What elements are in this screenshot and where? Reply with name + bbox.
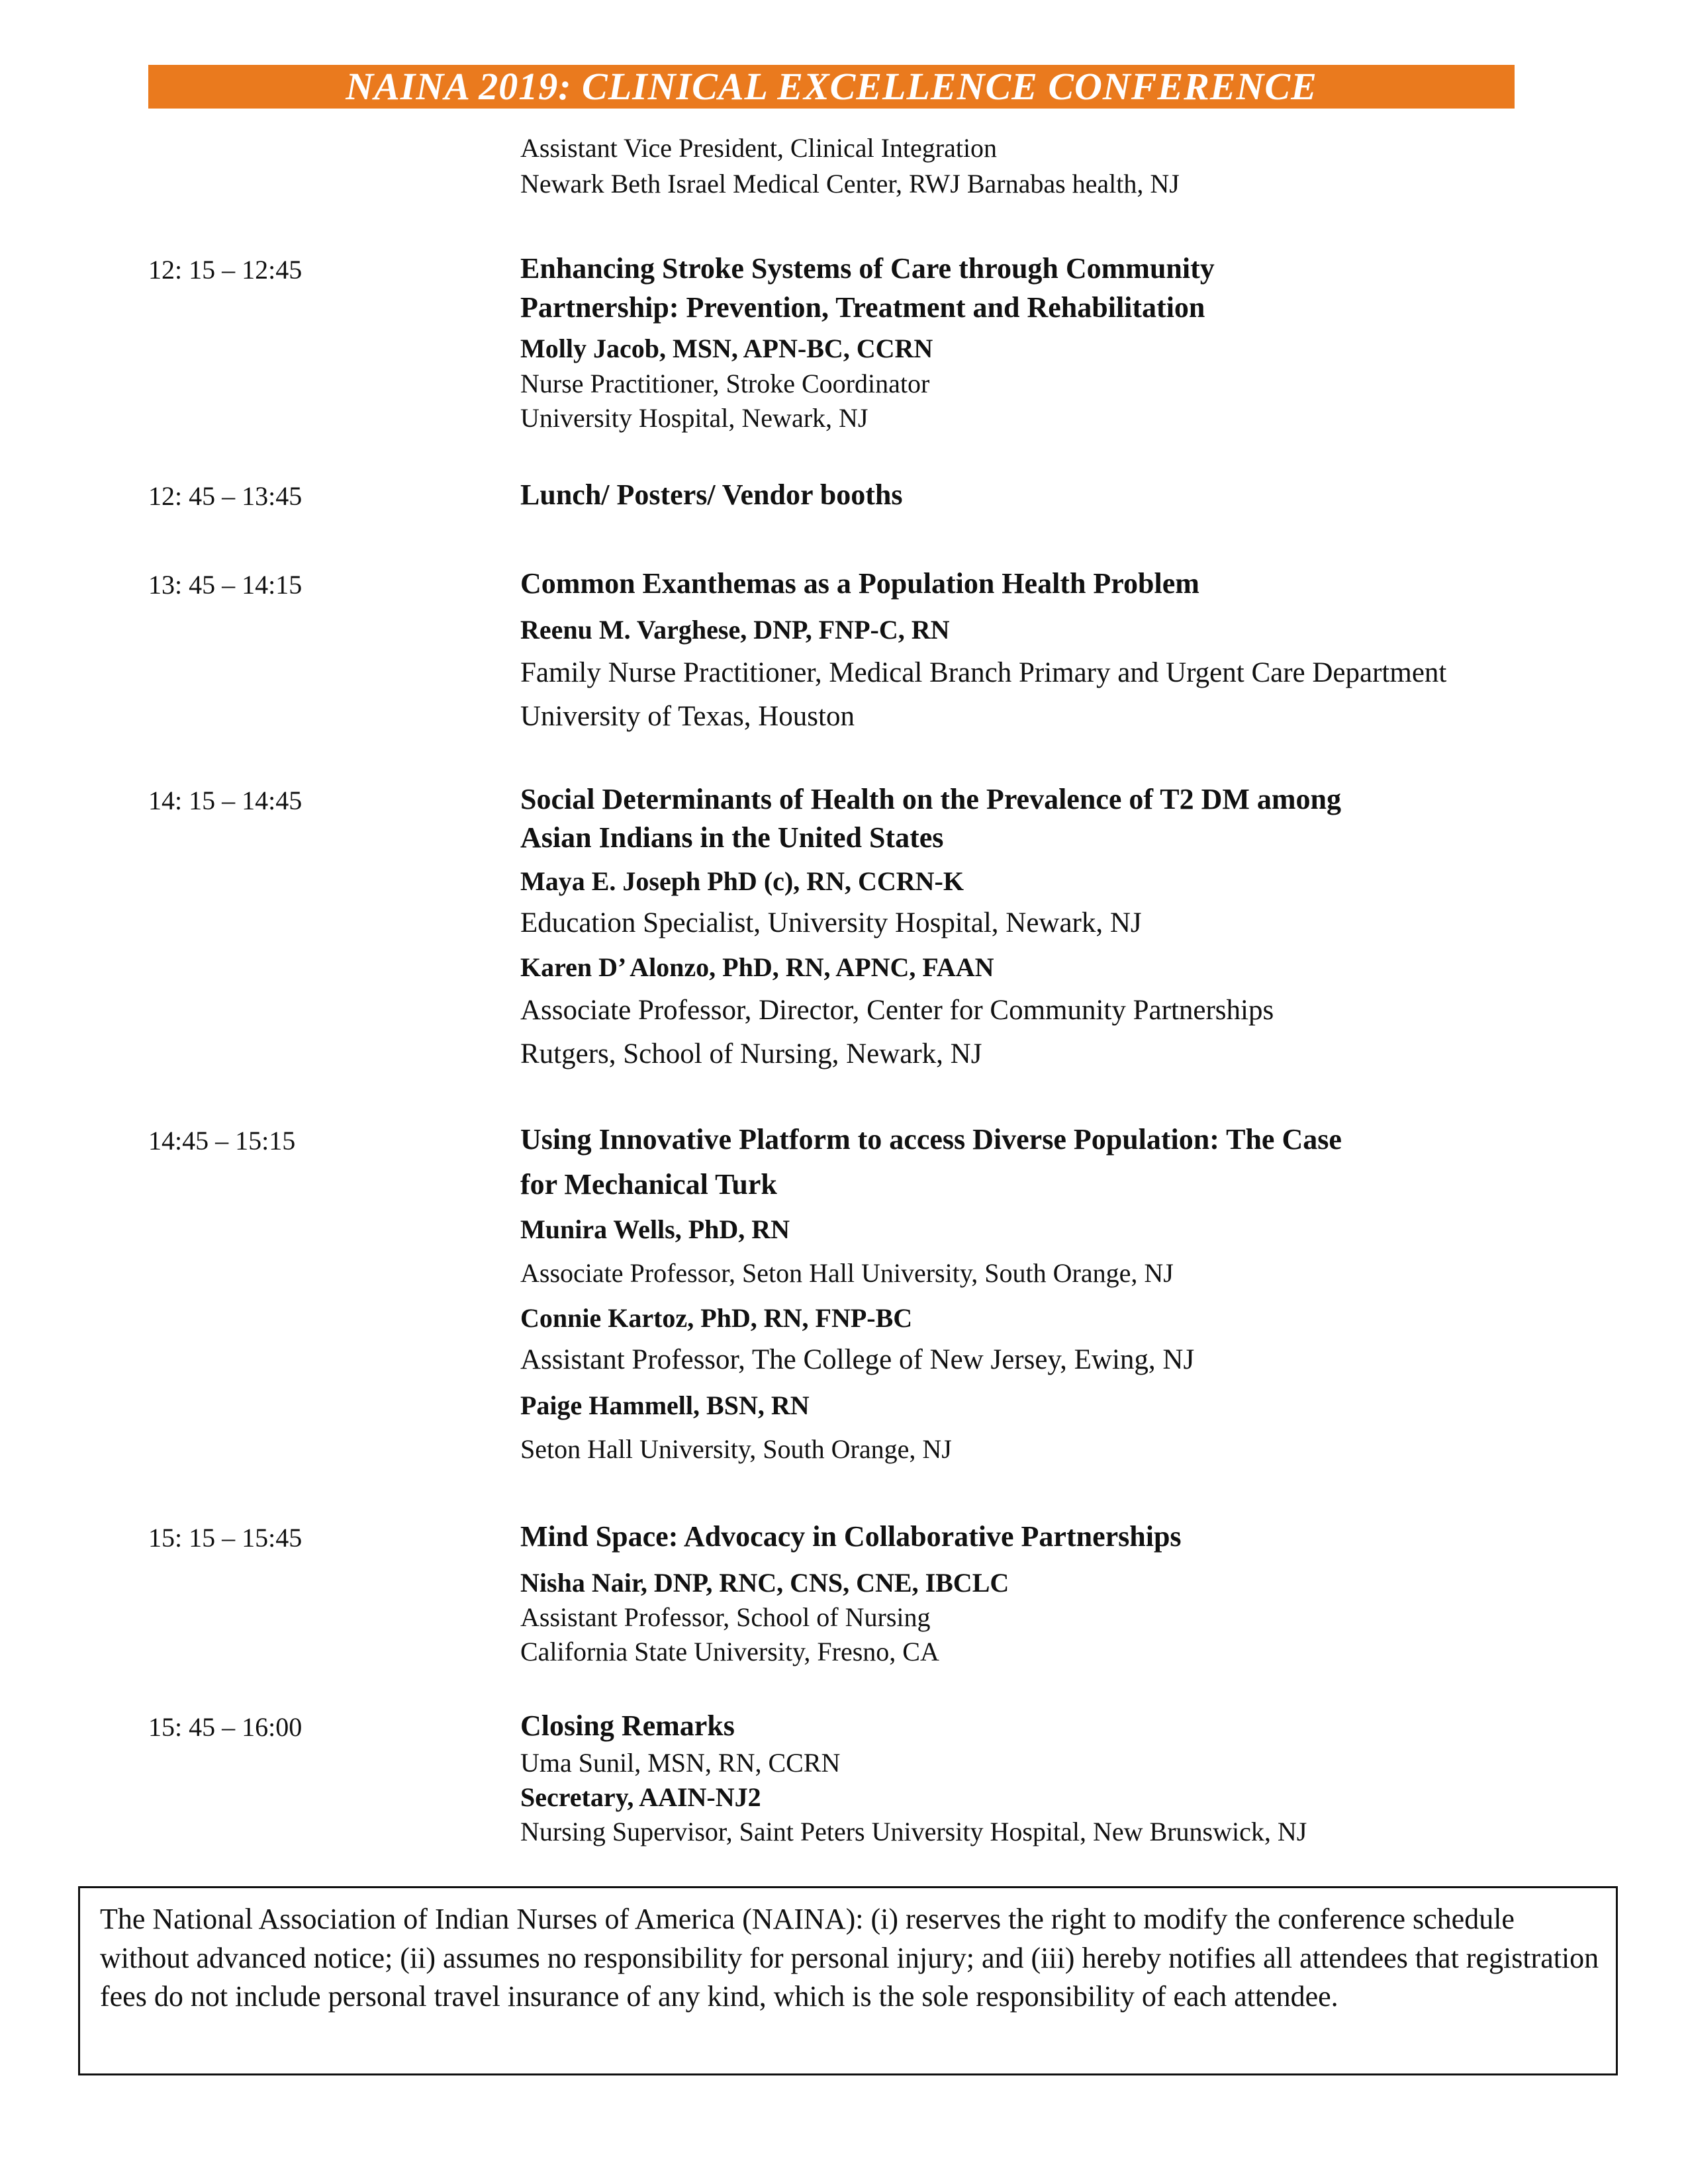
continuation-line: Assistant Vice President, Clinical Integration bbox=[520, 133, 998, 163]
session-title: Enhancing Stroke Systems of Care through Community bbox=[520, 252, 1215, 285]
speaker-name: Munira Wells, PhD, RN bbox=[520, 1214, 790, 1244]
session-title: Using Innovative Platform to access Diverse Population: The Case bbox=[520, 1123, 1342, 1156]
session-title: Asian Indians in the United States bbox=[520, 821, 944, 854]
session-time: 15: 45 – 16:00 bbox=[148, 1712, 303, 1742]
speaker-affiliation: Associate Professor, Director, Center for Community Partnerships bbox=[520, 995, 1274, 1026]
speaker-role: Secretary, AAIN-NJ2 bbox=[520, 1782, 761, 1812]
session-title: Partnership: Prevention, Treatment and Rehabilitation bbox=[520, 291, 1205, 324]
header-bar bbox=[148, 65, 1515, 109]
session-title: Closing Remarks bbox=[520, 1709, 735, 1742]
speaker-affiliation: California State University, Fresno, CA bbox=[520, 1637, 939, 1666]
session-time: 15: 15 – 15:45 bbox=[148, 1523, 303, 1553]
speaker-name: Connie Kartoz, PhD, RN, FNP-BC bbox=[520, 1303, 913, 1333]
speaker-affiliation: Associate Professor, Seton Hall University, South Orange, NJ bbox=[520, 1258, 1174, 1288]
speaker-affiliation: Rutgers, School of Nursing, Newark, NJ bbox=[520, 1038, 982, 1069]
session-time: 14:45 – 15:15 bbox=[148, 1126, 296, 1156]
speaker-name: Paige Hammell, BSN, RN bbox=[520, 1390, 810, 1420]
session-title: for Mechanical Turk bbox=[520, 1168, 777, 1201]
session-title: Social Determinants of Health on the Prevalence of T2 DM among bbox=[520, 783, 1341, 815]
speaker-name: Maya E. Joseph PhD (c), RN, CCRN-K bbox=[520, 866, 964, 896]
speaker-affiliation: University Hospital, Newark, NJ bbox=[520, 403, 868, 433]
speaker-name: Karen D’ Alonzo, PhD, RN, APNC, FAAN bbox=[520, 952, 994, 982]
speaker-affiliation: University of Texas, Houston bbox=[520, 701, 855, 732]
session-title: Lunch/ Posters/ Vendor booths bbox=[520, 478, 903, 511]
session-title: Mind Space: Advocacy in Collaborative Partnerships bbox=[520, 1520, 1182, 1553]
session-time: 12: 15 – 12:45 bbox=[148, 255, 303, 285]
speaker-affiliation: Family Nurse Practitioner, Medical Branch Primary and Urgent Care Department bbox=[520, 657, 1447, 688]
speaker-name: Reenu M. Varghese, DNP, FNP-C, RN bbox=[520, 615, 950, 645]
speaker-affiliation: Nursing Supervisor, Saint Peters University Hospital, New Brunswick, NJ bbox=[520, 1817, 1307, 1846]
speaker-affiliation: Education Specialist, University Hospital, Newark, NJ bbox=[520, 907, 1142, 938]
notice-box bbox=[78, 1886, 1618, 2075]
speaker-affiliation: Nurse Practitioner, Stroke Coordinator bbox=[520, 369, 930, 398]
speaker-affiliation: Assistant Professor, School of Nursing bbox=[520, 1602, 931, 1632]
notice-text: The National Association of Indian Nurses of America (NAINA): (i) reserves the right to modify the conference schedule without advanced notice; (ii) assumes no responsibility for personal injury; and (iii) hereby notifies all attendees that registration fees do not include personal travel insurance of any kind, which is the sole responsibility of each attendee. bbox=[100, 1903, 1599, 2013]
session-time: 12: 45 – 13:45 bbox=[148, 481, 303, 511]
conference-title: NAINA 2019: CLINICAL EXCELLENCE CONFERENCE bbox=[346, 65, 1317, 108]
speaker-name: Nisha Nair, DNP, RNC, CNS, CNE, IBCLC bbox=[520, 1568, 1009, 1598]
speaker-name: Molly Jacob, MSN, APN-BC, CCRN bbox=[520, 334, 933, 363]
speaker-name: Uma Sunil, MSN, RN, CCRN bbox=[520, 1748, 841, 1778]
session-time: 14: 15 – 14:45 bbox=[148, 786, 303, 815]
session-time: 13: 45 – 14:15 bbox=[148, 570, 303, 600]
speaker-affiliation: Assistant Professor, The College of New Jersey, Ewing, NJ bbox=[520, 1344, 1195, 1375]
speaker-affiliation: Seton Hall University, South Orange, NJ bbox=[520, 1434, 952, 1464]
continuation-line: Newark Beth Israel Medical Center, RWJ Barnabas health, NJ bbox=[520, 169, 1180, 199]
session-title: Common Exanthemas as a Population Health Problem bbox=[520, 567, 1199, 600]
